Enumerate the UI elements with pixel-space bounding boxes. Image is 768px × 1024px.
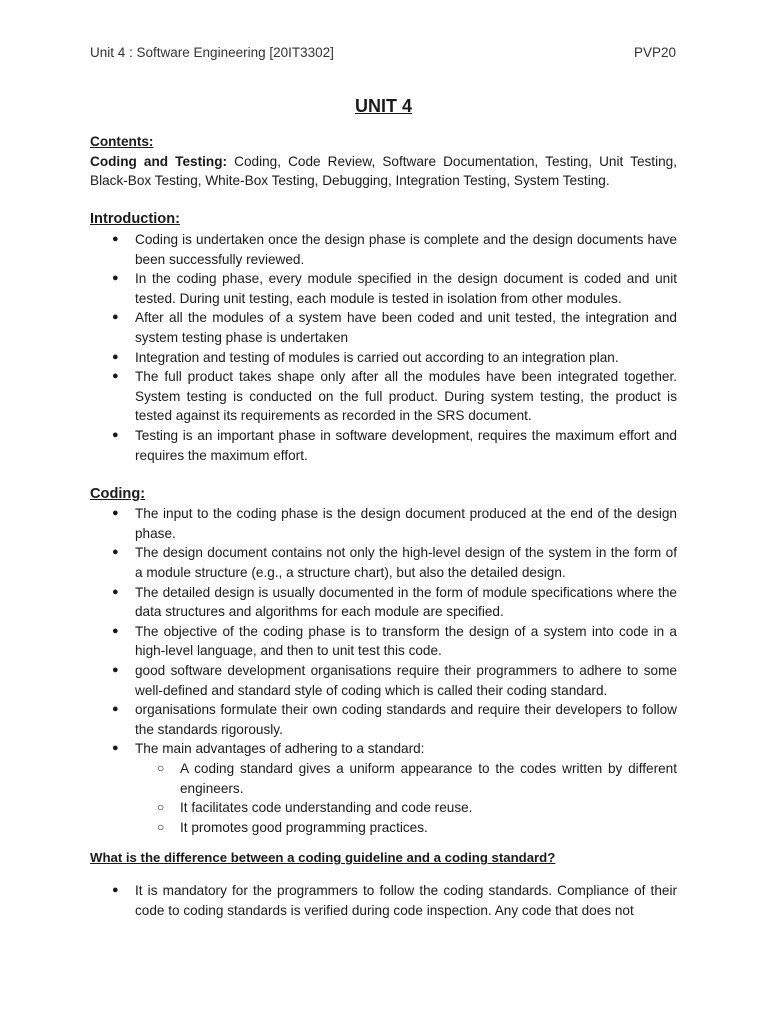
contents-heading: Contents: (90, 134, 154, 149)
sub-list-item-text: A coding standard gives a uniform appearance to the codes written by different engineers. (180, 761, 677, 796)
hollow-bullet-icon: ○ (157, 819, 165, 834)
list-item (90, 881, 677, 920)
coding-list (90, 504, 677, 837)
sub-list-item (135, 798, 677, 818)
list-item (90, 504, 677, 543)
bullet-icon: ● (112, 883, 119, 896)
bullet-icon: ● (112, 311, 119, 324)
sub-list-item-text: It facilitates code understanding and code reuse. (180, 800, 473, 816)
introduction-heading: Introduction: (90, 211, 180, 228)
list-item (90, 661, 677, 700)
list-item-text: It is mandatory for the programmers to follow the coding standards. Compliance of their code to coding standards is verified during code inspection. Any code that does not (135, 882, 677, 918)
list-item (90, 739, 677, 837)
list-item-text: Testing is an important phase in software development, requires the maximum effort and requires the maximum effort. (135, 427, 677, 463)
difference-question-heading: What is the difference between a coding guideline and a coding standard? (90, 850, 556, 866)
sub-list-item-text: It promotes good programming practices. (180, 819, 428, 835)
list-item-text: After all the modules of a system have been coded and unit tested, the integration and system testing phase is undertaken (135, 310, 677, 345)
difference-list (90, 881, 677, 920)
list-item (90, 622, 677, 661)
list-item (90, 308, 677, 347)
header-course-title: Unit 4 : Software Engineering [20IT3302] (90, 45, 334, 60)
bullet-icon: ● (112, 232, 119, 245)
sub-list-item (135, 759, 677, 798)
list-item-text: The detailed design is usually documented in the form of module specifications where the data structures and algorithms for each module are specified. (135, 584, 677, 620)
bullet-icon: ● (112, 546, 119, 559)
spacer (90, 191, 677, 211)
hollow-bullet-icon: ○ (157, 800, 165, 815)
list-item (90, 700, 677, 739)
coding-heading: Coding: (90, 485, 146, 502)
bullet-icon: ● (112, 428, 119, 441)
header-code: PVP20 (633, 45, 676, 60)
list-item-text: The design document contains not only the high-level design of the system in the form of a module structure (e.g., a structure chart), but also the detailed design. (135, 545, 677, 581)
running-header (90, 45, 676, 60)
list-item (90, 348, 677, 368)
bullet-icon: ● (112, 350, 119, 363)
advantages-sublist (135, 759, 677, 837)
list-item-text: The main advantages of adhering to a standard: (135, 741, 425, 757)
bullet-icon: ● (112, 703, 119, 716)
list-item-text: The objective of the coding phase is to transform the design of a system into code in a high-level language, and then to unit test this code. (135, 623, 677, 659)
page-title: UNIT 4 (354, 96, 412, 116)
bullet-icon: ● (112, 742, 119, 755)
list-item-text: Coding is undertaken once the design phase is complete and the design documents have been successfully reviewed. (135, 231, 677, 267)
bullet-icon: ● (112, 370, 119, 383)
sub-list-item (135, 818, 677, 838)
introduction-list (90, 230, 677, 465)
list-item (90, 583, 677, 622)
spacer (90, 465, 677, 485)
list-item (90, 230, 677, 269)
bullet-icon: ● (112, 272, 119, 285)
contents-text: Coding, Code Review, Software Documentation, Testing, Unit Testing, Black-Box Testing, White-Box Testing, Debugging, Integration Testing, System Testing. (90, 153, 677, 189)
list-item (90, 543, 677, 582)
bullet-icon: ● (112, 664, 119, 677)
document-body (90, 94, 677, 920)
list-item-text: The input to the coding phase is the design document produced at the end of the design phase. (135, 506, 677, 541)
hollow-bullet-icon: ○ (157, 761, 165, 775)
list-item (90, 426, 677, 465)
contents-paragraph (90, 152, 677, 191)
list-item-text: organisations formulate their own coding standards and require their developers to follow the standards rigorously. (135, 702, 677, 737)
list-item-text: In the coding phase, every module specified in the design document is coded and unit tested. During unit testing, each module is tested in isolation from other modules. (135, 271, 677, 306)
bullet-icon: ● (112, 624, 119, 637)
list-item-text: Integration and testing of modules is carried out according to an integration plan. (135, 349, 619, 365)
list-item (90, 367, 677, 426)
contents-lead: Coding and Testing: (90, 153, 228, 169)
list-item-text: The full product takes shape only after all the modules have been integrated together. System testing is conducted on the full product. During system testing, the product is tested against its requirements as recorded in the SRS document. (135, 369, 677, 424)
list-item-text: good software development organisations require their programmers to adhere to some well-defined and standard style of coding which is called their coding standard. (135, 663, 677, 698)
bullet-icon: ● (112, 585, 119, 598)
bullet-icon: ● (112, 507, 119, 520)
list-item (90, 269, 677, 308)
